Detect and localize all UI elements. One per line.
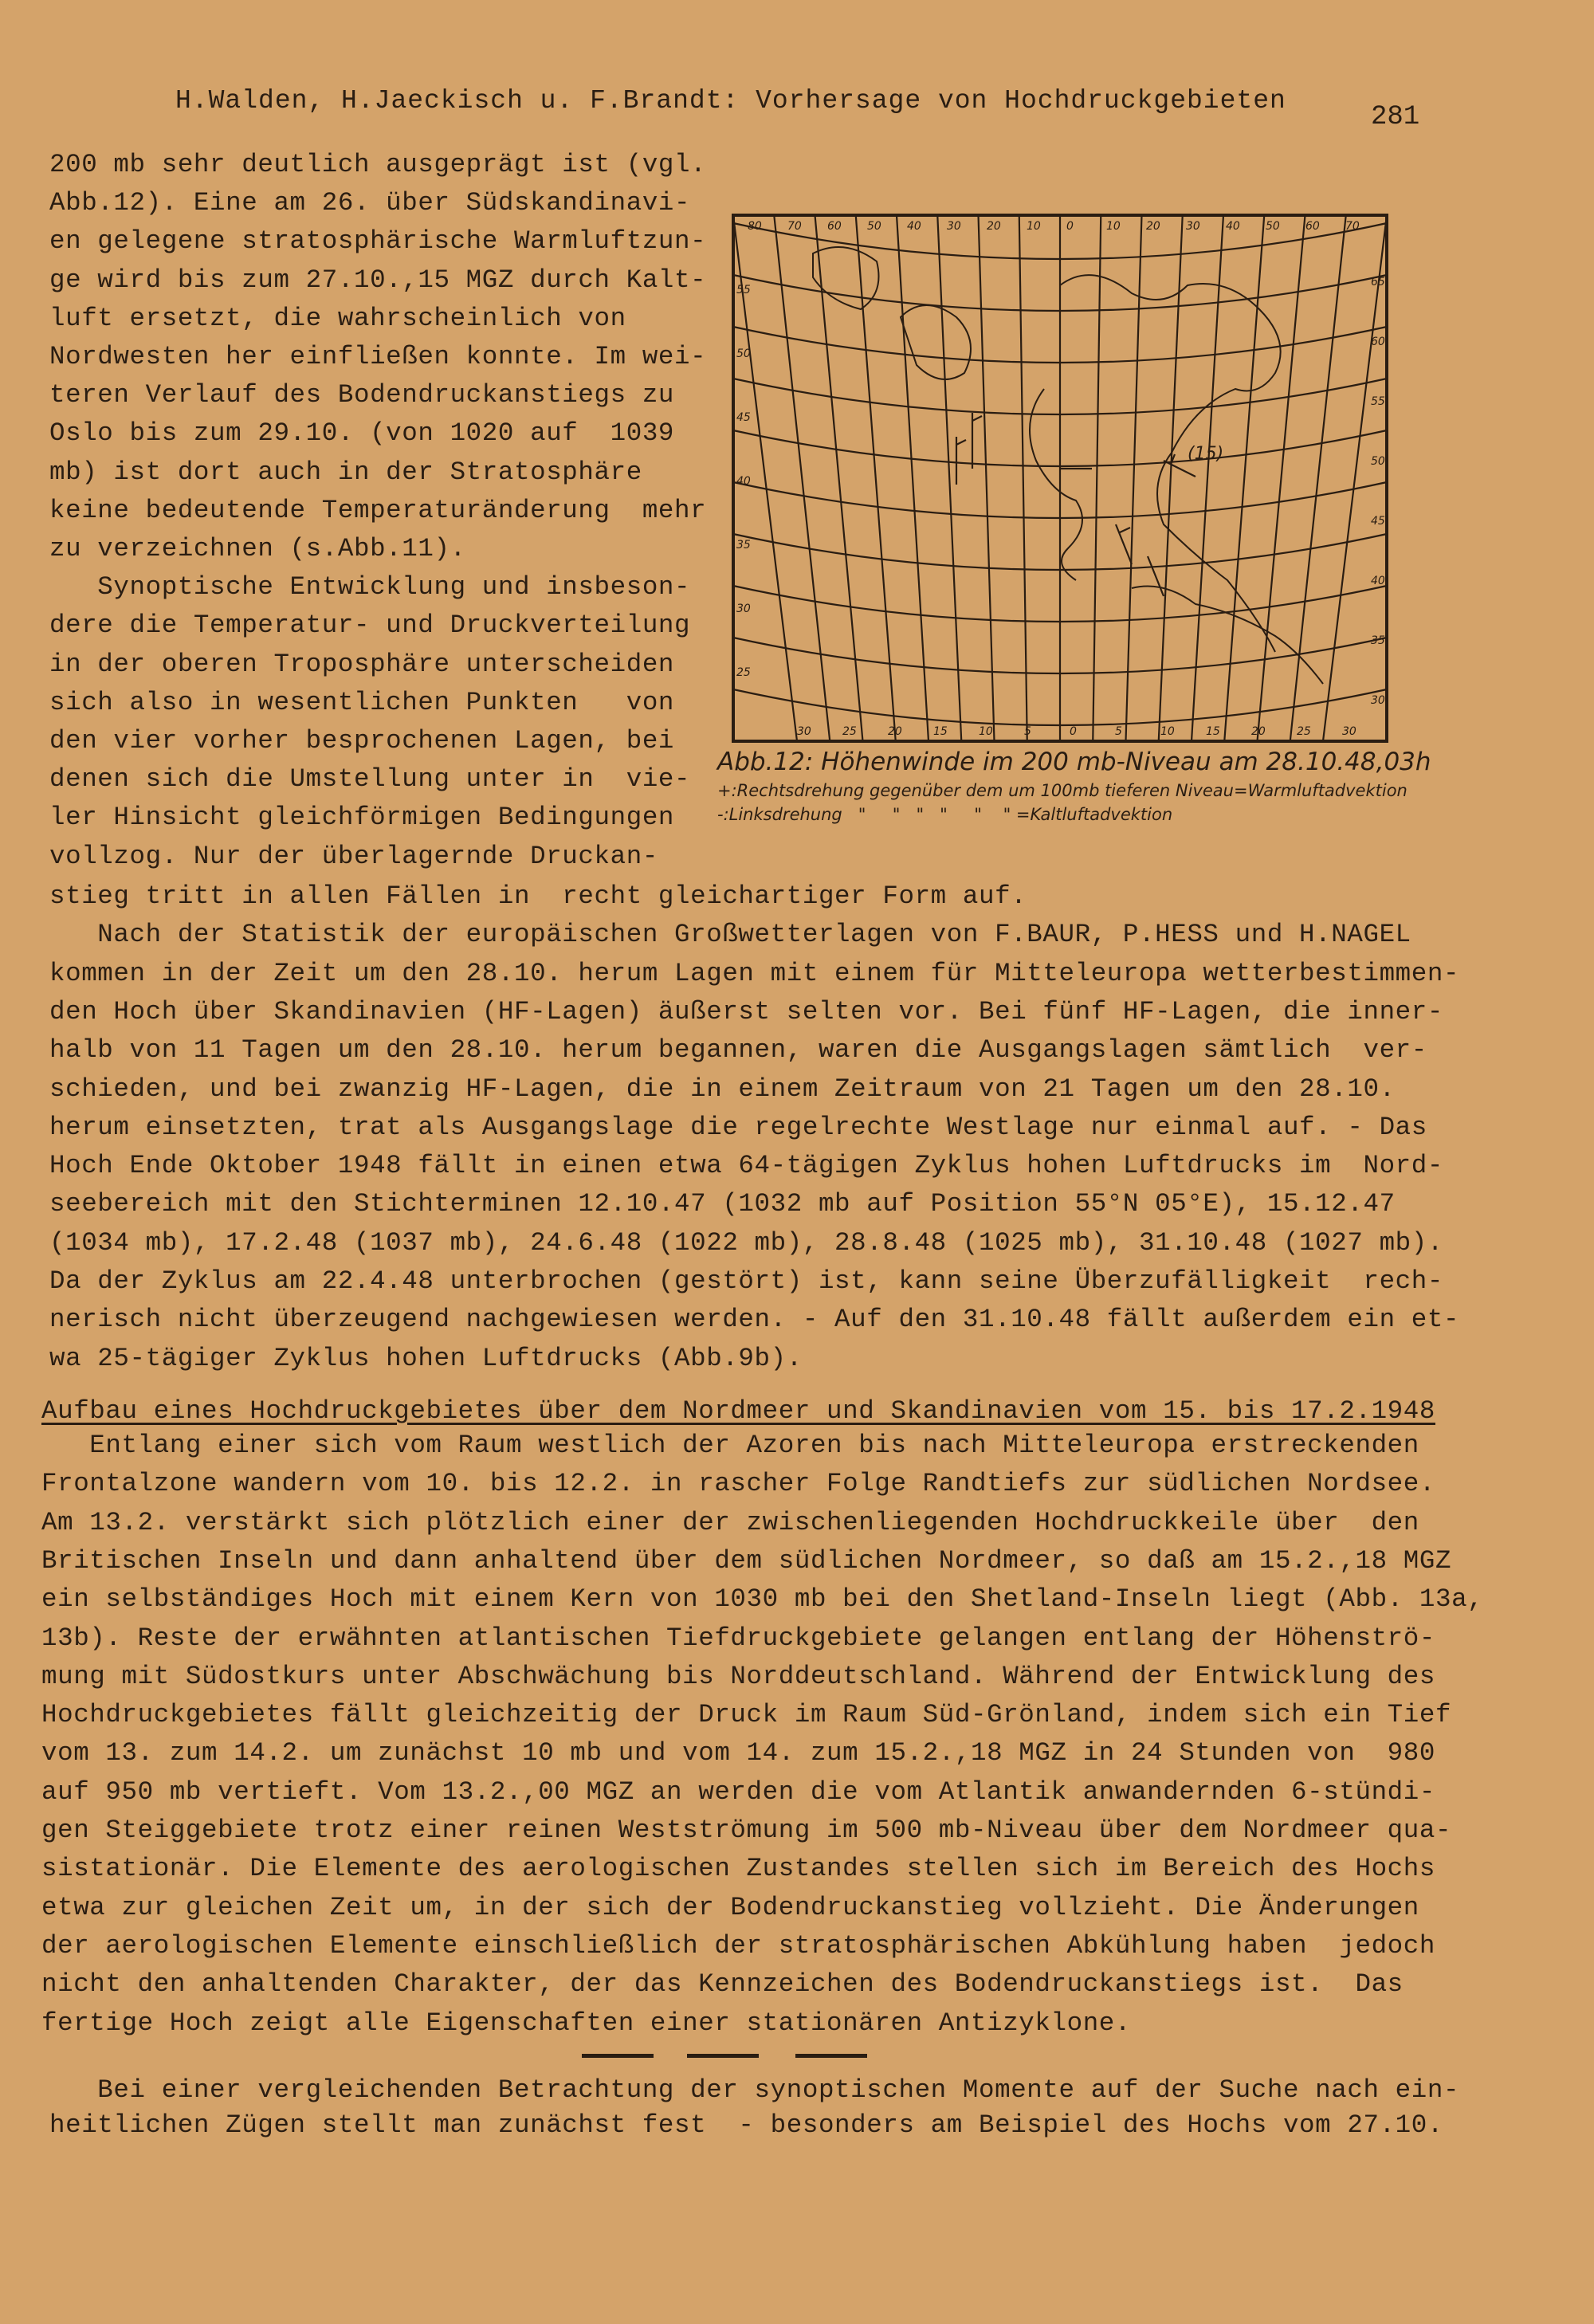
map-axis-label: 25	[842, 725, 857, 738]
map-axis-label: 20	[987, 220, 1001, 233]
map-axis-label: 30	[1342, 725, 1356, 738]
map-axis-label: 0	[1070, 725, 1077, 738]
text-line: den Hoch über Skandinavien (HF-Lagen) äußerst selten vor. Bei fünf HF-Lagen, die inner-	[49, 996, 1443, 1027]
meridian	[979, 215, 995, 741]
map-grid	[733, 215, 1387, 741]
text-line: halb von 11 Tagen um den 28.10. herum begannen, waren die Ausgangslagen sämtlich ver-	[49, 1035, 1427, 1066]
map-axis-label: 15	[933, 725, 948, 738]
map-axis-label: 25	[1297, 725, 1311, 738]
map-axis-label: 20	[1146, 220, 1160, 233]
map-axis-label: 60	[827, 220, 842, 233]
wind-barb	[1116, 524, 1132, 564]
text-line: en gelegene stratosphärische Warmluftzun-	[49, 226, 707, 257]
text-line: luft ersetzt, die wahrscheinlich von	[49, 303, 626, 333]
text-line: Nach der Statistik der europäischen Großwetterlagen von F.BAUR, P.HESS und H.NAGEL	[49, 920, 1411, 950]
text-line: dere die Temperatur- und Druckverteilung	[49, 610, 691, 641]
map-axis-label: 25	[736, 666, 751, 679]
text-line: vom 13. zum 14.2. um zunächst 10 mb und vom 14. zum 15.2.,18 MGZ in 24 Stunden von 980	[41, 1738, 1435, 1769]
map-axis-label: 10	[979, 725, 993, 738]
text-line: seebereich mit den Stichterminen 12.10.47 (1032 mb auf Position 55°N 05°E), 15.12.47	[49, 1189, 1396, 1219]
text-line: ein selbständiges Hoch mit einem Kern von 1030 mb bei den Shetland-Inseln liegt (Abb. 13a,	[41, 1584, 1484, 1615]
map-axis-label: 50	[736, 347, 751, 360]
text-line: Da der Zyklus am 22.4.48 unterbrochen (gestört) ist, kann seine Überzufälligkeit rech-	[49, 1266, 1443, 1296]
figure-abb-12	[717, 206, 1431, 824]
coastline-britain	[1030, 389, 1082, 580]
text-line: Britischen Inseln und dann anhaltend über dem südlichen Nordmeer, so daß am 15.2.,18 MGZ	[41, 1545, 1452, 1576]
map-axis-label: 30	[797, 725, 811, 738]
map-axis-label: 15	[1206, 725, 1220, 738]
text-line: Synoptische Entwicklung und insbeson-	[49, 572, 691, 603]
map-axis-label: 0	[1066, 220, 1074, 233]
meridian	[1159, 215, 1183, 741]
divider-rule	[582, 2054, 654, 2058]
map-axis-label: 40	[736, 475, 751, 488]
map-axis-label: 50	[867, 220, 881, 233]
map-axis-label: 45	[1371, 515, 1385, 528]
text-line: teren Verlauf des Bodendruckanstiegs zu	[49, 380, 675, 410]
map-axis-label: 55	[1371, 395, 1385, 408]
map-axis-label: 10	[1027, 220, 1041, 233]
text-line: denen sich die Umstellung unter in vie-	[49, 764, 691, 795]
meridian	[1019, 215, 1027, 741]
page-number: 281	[1371, 102, 1420, 132]
wind-barb	[972, 413, 982, 469]
text-line: Entlang einer sich vom Raum westlich der Azoren bis nach Mitteleuropa erstreckenden	[41, 1431, 1419, 1460]
map-axis-label: 10	[1160, 725, 1175, 738]
map-axis-label: 65	[1371, 276, 1385, 289]
map-axis-label: 30	[947, 220, 961, 233]
text-line: (1034 mb), 17.2.48 (1037 mb), 24.6.48 (1022 mb), 28.8.48 (1025 mb), 31.10.48 (1027 mb).	[49, 1227, 1443, 1258]
map-axis-label: 60	[1305, 220, 1320, 233]
text-line: keine bedeutende Temperaturänderung mehr	[49, 495, 707, 525]
text-line: vollzog. Nur der überlagernde Druckan-	[49, 841, 658, 871]
divider-rule	[687, 2054, 759, 2058]
map-axis-label: 5	[1024, 725, 1031, 738]
wind-map	[717, 206, 1390, 744]
text-line: in der oberen Troposphäre unterscheiden	[49, 649, 675, 679]
figure-caption-title: Abb.12: Höhenwinde im 200 mb-Niveau am 28.10.48,03h	[717, 748, 1431, 776]
text-line: stieg tritt in allen Fällen in recht gleichartiger Form auf.	[49, 881, 1027, 911]
text-line: zu verzeichnen (s.Abb.11).	[49, 534, 466, 563]
text-line: Oslo bis zum 29.10. (von 1020 auf 1039	[49, 418, 675, 449]
text-line: Am 13.2. verstärkt sich plötzlich einer der zwischenliegenden Hochdruckkeile über den	[41, 1507, 1419, 1537]
map-axis-label: 30	[1371, 694, 1385, 707]
text-line: Bei einer vergleichenden Betrachtung der synoptischen Momente auf der Suche nach ein-	[49, 2075, 1460, 2105]
running-header: H.Walden, H.Jaeckisch u. F.Brandt: Vorhersage von Hochdruckgebieten	[175, 86, 1286, 116]
text-line: gen Steiggebiete trotz einer reinen Westströmung im 500 mb-Niveau über dem Nordmeer qua-	[41, 1816, 1452, 1845]
map-axis-label: 80	[748, 220, 762, 233]
text-line: sistationär. Die Elemente des aerologischen Zustandes stellen sich im Bereich des Hochs	[41, 1854, 1435, 1884]
map-axis-label: 40	[1371, 575, 1385, 587]
text-line: etwa zur gleichen Zeit um, in der sich der Bodendruckanstieg vollzieht. Die Änderungen	[41, 1892, 1419, 1922]
map-axis-label: 5	[1115, 725, 1122, 738]
meridian	[1192, 215, 1223, 741]
map-axis-label: 40	[1226, 220, 1240, 233]
map-axis-label: 35	[1371, 634, 1385, 647]
map-axis-label: 50	[1266, 220, 1280, 233]
text-line: wa 25-tägiger Zyklus hohen Luftdrucks (Abb.9b).	[49, 1343, 803, 1373]
meridian	[937, 215, 961, 741]
map-axis-label: 20	[1251, 725, 1266, 738]
text-line: Frontalzone wandern vom 10. bis 12.2. in rascher Folge Randtiefs zur südlichen Nordsee.	[41, 1469, 1435, 1499]
text-line: herum einsetzten, trat als Ausgangslage die regelrechte Westlage nur einmal auf. - Das	[49, 1112, 1427, 1142]
map-axis-label: 30	[1186, 220, 1200, 233]
meridian	[1093, 215, 1101, 741]
text-line: 13b). Reste der erwähnten atlantischen Tiefdruckgebiete gelangen entlang der Höhenströ-	[41, 1623, 1435, 1653]
text-line: mung mit Südostkurs unter Abschwächung bis Norddeutschland. Während der Entwicklung des	[41, 1661, 1435, 1691]
map-axis-label: 40	[907, 220, 921, 233]
map-axis-label: 55	[736, 284, 751, 296]
text-line: kommen in der Zeit um den 28.10. herum Lagen mit einem für Mitteleuropa wetterbestimmen-	[49, 958, 1460, 988]
map-axis-label: 70	[787, 220, 802, 233]
wind-barb	[956, 437, 966, 485]
text-line: ler Hinsicht gleichförmigen Bedingungen	[49, 803, 675, 833]
text-line: ge wird bis zum 27.10.,15 MGZ durch Kalt-	[49, 265, 707, 295]
map-axis-label: 30	[736, 603, 751, 615]
meridian	[1323, 215, 1387, 741]
text-line: heitlichen Zügen stellt man zunächst fest - besonders am Beispiel des Hochs vom 27.10.	[49, 2110, 1443, 2140]
coastline-continent	[1132, 587, 1323, 685]
text-line: sich also in wesentlichen Punkten von	[49, 687, 675, 717]
meridian	[897, 215, 929, 741]
map-annotation: (15)	[1188, 444, 1224, 464]
text-line: Abb.12). Eine am 26. über Südskandinavi-	[49, 188, 691, 218]
divider-rule	[795, 2054, 867, 2058]
text-line: mb) ist dort auch in der Stratosphäre	[49, 457, 642, 487]
wind-barb	[1148, 556, 1164, 596]
text-line: Hochdruckgebietes fällt gleichzeitig der Druck im Raum Süd-Grönland, indem sich ein Tief	[41, 1700, 1452, 1730]
map-axis-label: 60	[1371, 336, 1385, 348]
coastline-iceland	[901, 305, 971, 379]
figure-caption-line-3: -:Linksdrehung " " " " " " =Kaltluftadvektion	[717, 805, 1173, 824]
map-axis-label: 50	[1371, 455, 1385, 468]
text-line: fertige Hoch zeigt alle Eigenschaften einer stationären Antizyklone.	[41, 2008, 1132, 2038]
text-line: Nordwesten her einfließen konnte. Im wei-	[49, 342, 707, 371]
text-line: 200 mb sehr deutlich ausgeprägt ist (vgl.	[49, 150, 707, 179]
text-line: den vier vorher besprochenen Lagen, bei	[49, 726, 675, 756]
text-line: auf 950 mb vertieft. Vom 13.2.,00 MGZ an werden die vom Atlantik anwandernden 6-stündi-	[41, 1776, 1435, 1807]
text-line: Hoch Ende Oktober 1948 fällt in einen etwa 64-tägigen Zyklus hohen Luftdrucks im Nord-	[49, 1151, 1443, 1181]
map-axis-label: 20	[888, 725, 902, 738]
text-line: nerisch nicht überzeugend nachgewiesen werden. - Auf den 31.10.48 fällt außerdem ein et-	[49, 1305, 1460, 1335]
text-line: der aerologischen Elemente einschließlich der stratosphärischen Abkühlung haben jedoch	[41, 1930, 1435, 1961]
section-heading: Aufbau eines Hochdruckgebietes über dem Nordmeer und Skandinavien vom 15. bis 17.2.1948	[41, 1396, 1435, 1426]
figure-caption-line-2: +:Rechtsdrehung gegenüber dem um 100mb tieferen Niveau=Warmluftadvektion	[717, 781, 1408, 800]
text-line: schieden, und bei zwanzig HF-Lagen, die in einem Zeitraum von 21 Tagen um den 28.10.	[49, 1074, 1396, 1104]
map-axis-label: 70	[1345, 220, 1360, 233]
map-axis-label: 10	[1106, 220, 1121, 233]
map-axis-label: 35	[736, 539, 751, 552]
map-axis-label: 45	[736, 411, 751, 424]
text-line: nicht den anhaltenden Charakter, der das Kennzeichen des Bodendruckanstiegs ist. Das	[41, 1969, 1404, 2000]
